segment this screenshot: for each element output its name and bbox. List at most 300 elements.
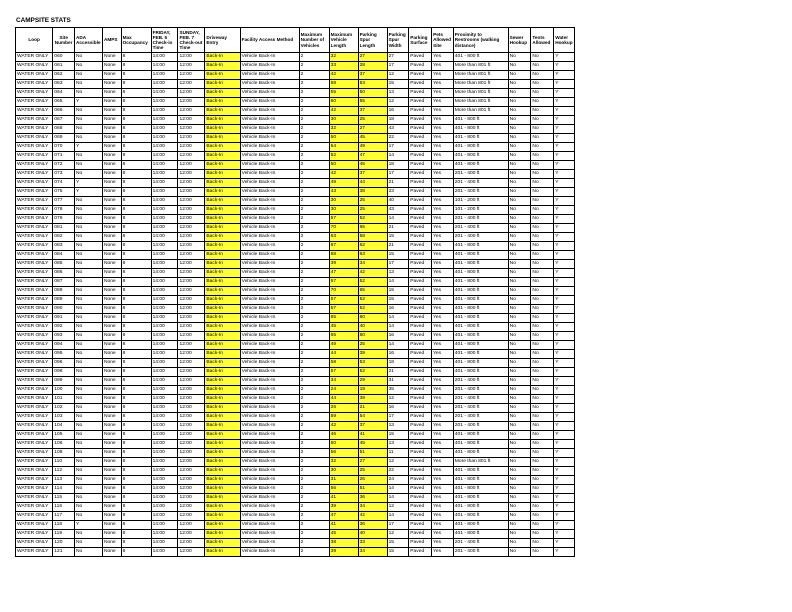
table-row: [16, 98, 575, 107]
column-header: Parking Surface: [409, 28, 432, 53]
table-cell: Paved: [409, 404, 432, 413]
table-cell: None: [102, 548, 121, 557]
table-cell: No: [531, 332, 554, 341]
table-cell: 13: [387, 89, 409, 98]
table-cell: No: [531, 323, 554, 332]
table-cell: 17: [387, 170, 409, 179]
table-cell: Back-In: [205, 377, 240, 386]
table-cell: 12:00: [178, 404, 205, 413]
table-cell: Paved: [409, 503, 432, 512]
table-cell: 8: [121, 269, 151, 278]
table-cell: No: [75, 242, 103, 251]
table-cell: Y: [554, 260, 575, 269]
table-cell: WATER ONLY: [16, 368, 53, 377]
table-cell: WATER ONLY: [16, 359, 53, 368]
table-cell: 075: [53, 188, 75, 197]
table-row: [16, 395, 575, 404]
table-row: [16, 125, 575, 134]
table-cell: 401 - 800 ft: [453, 143, 508, 152]
table-cell: 53: [358, 80, 387, 89]
table-cell: Vehicle Back-In: [240, 143, 299, 152]
table-cell: WATER ONLY: [16, 251, 53, 260]
table-row: [16, 161, 575, 170]
table-cell: No: [75, 152, 103, 161]
table-cell: Vehicle Back-In: [240, 134, 299, 143]
table-cell: No: [531, 161, 554, 170]
table-cell: 12:00: [178, 53, 205, 62]
table-cell: 2: [299, 440, 329, 449]
table-cell: None: [102, 314, 121, 323]
table-cell: None: [102, 53, 121, 62]
table-cell: WATER ONLY: [16, 89, 53, 98]
table-cell: Yes: [432, 287, 454, 296]
table-cell: Paved: [409, 539, 432, 548]
table-cell: 8: [121, 89, 151, 98]
table-cell: 8: [121, 80, 151, 89]
table-cell: No: [75, 314, 103, 323]
table-cell: 201 - 400 ft: [453, 215, 508, 224]
table-cell: 56: [329, 449, 358, 458]
table-cell: Y: [554, 107, 575, 116]
table-cell: 8: [121, 521, 151, 530]
table-cell: 14:00: [151, 332, 178, 341]
table-cell: 2: [299, 296, 329, 305]
table-cell: 12:00: [178, 134, 205, 143]
table-cell: 52: [358, 296, 387, 305]
table-cell: No: [508, 386, 531, 395]
table-cell: 12: [387, 71, 409, 80]
table-cell: 57: [329, 215, 358, 224]
table-cell: 14:00: [151, 170, 178, 179]
table-cell: No: [75, 197, 103, 206]
table-cell: 34: [358, 503, 387, 512]
table-row: [16, 287, 575, 296]
table-cell: 37: [358, 107, 387, 116]
table-cell: Y: [554, 332, 575, 341]
table-cell: Back-In: [205, 224, 240, 233]
table-cell: Vehicle Back-In: [240, 332, 299, 341]
table-cell: Paved: [409, 260, 432, 269]
table-row: [16, 188, 575, 197]
table-cell: Paved: [409, 53, 432, 62]
table-cell: Vehicle Back-In: [240, 350, 299, 359]
table-row: [16, 89, 575, 98]
table-row: [16, 170, 575, 179]
table-row: [16, 269, 575, 278]
table-cell: WATER ONLY: [16, 260, 53, 269]
table-cell: Yes: [432, 179, 454, 188]
table-cell: 45: [329, 323, 358, 332]
table-cell: 11: [387, 449, 409, 458]
table-cell: None: [102, 413, 121, 422]
table-cell: 8: [121, 251, 151, 260]
table-cell: 12:00: [178, 197, 205, 206]
table-cell: Y: [554, 143, 575, 152]
table-cell: 069: [53, 134, 75, 143]
table-cell: 14:00: [151, 305, 178, 314]
table-cell: Yes: [432, 233, 454, 242]
table-cell: 118: [53, 521, 75, 530]
table-cell: None: [102, 134, 121, 143]
table-cell: Y: [554, 80, 575, 89]
table-cell: 401 - 800 ft: [453, 476, 508, 485]
table-cell: 2: [299, 206, 329, 215]
table-cell: 35: [387, 386, 409, 395]
table-cell: 55: [358, 98, 387, 107]
table-cell: 401 - 800 ft: [453, 296, 508, 305]
table-cell: Vehicle Back-In: [240, 467, 299, 476]
table-cell: Yes: [432, 260, 454, 269]
table-cell: Yes: [432, 386, 454, 395]
table-cell: Back-In: [205, 422, 240, 431]
table-cell: 57: [329, 296, 358, 305]
table-cell: 12:00: [178, 179, 205, 188]
table-row: [16, 386, 575, 395]
table-cell: No: [508, 512, 531, 521]
table-cell: 14: [387, 512, 409, 521]
table-cell: 58: [329, 80, 358, 89]
table-row: [16, 521, 575, 530]
table-row: [16, 278, 575, 287]
table-cell: None: [102, 386, 121, 395]
table-cell: Y: [554, 53, 575, 62]
table-cell: No: [531, 494, 554, 503]
table-cell: Y: [554, 233, 575, 242]
table-cell: WATER ONLY: [16, 188, 53, 197]
table-cell: 14:00: [151, 287, 178, 296]
table-cell: 14:00: [151, 296, 178, 305]
table-cell: 090: [53, 305, 75, 314]
table-cell: No: [531, 422, 554, 431]
table-cell: Vehicle Back-In: [240, 314, 299, 323]
table-cell: 14:00: [151, 341, 178, 350]
table-cell: 401 - 800 ft: [453, 485, 508, 494]
table-cell: Paved: [409, 467, 432, 476]
table-cell: Back-In: [205, 530, 240, 539]
table-cell: Paved: [409, 242, 432, 251]
table-cell: 2: [299, 368, 329, 377]
table-cell: 201 - 400 ft: [453, 413, 508, 422]
table-cell: Paved: [409, 206, 432, 215]
table-cell: None: [102, 458, 121, 467]
table-cell: No: [531, 107, 554, 116]
table-cell: Paved: [409, 350, 432, 359]
table-cell: No: [508, 296, 531, 305]
table-cell: None: [102, 260, 121, 269]
table-cell: No: [508, 431, 531, 440]
table-cell: Paved: [409, 296, 432, 305]
table-cell: 401 - 800 ft: [453, 251, 508, 260]
table-cell: 108: [53, 449, 75, 458]
table-cell: 42: [329, 107, 358, 116]
table-cell: No: [531, 521, 554, 530]
table-cell: None: [102, 440, 121, 449]
table-cell: 401 - 800 ft: [453, 350, 508, 359]
table-cell: 2: [299, 548, 329, 557]
table-cell: Yes: [432, 116, 454, 125]
table-cell: None: [102, 89, 121, 98]
table-cell: None: [102, 323, 121, 332]
table-cell: 39: [329, 503, 358, 512]
table-cell: 21: [387, 224, 409, 233]
table-cell: 29: [358, 377, 387, 386]
table-cell: No: [508, 413, 531, 422]
table-cell: Back-In: [205, 440, 240, 449]
table-cell: 401 - 800 ft: [453, 467, 508, 476]
table-cell: 8: [121, 242, 151, 251]
table-cell: Vehicle Back-In: [240, 89, 299, 98]
table-cell: Vehicle Back-In: [240, 269, 299, 278]
table-cell: 12:00: [178, 332, 205, 341]
table-cell: None: [102, 269, 121, 278]
table-cell: 8: [121, 539, 151, 548]
table-cell: 2: [299, 161, 329, 170]
table-cell: No: [508, 179, 531, 188]
table-cell: WATER ONLY: [16, 98, 53, 107]
table-cell: No: [531, 359, 554, 368]
table-cell: Y: [554, 89, 575, 98]
table-cell: 52: [358, 215, 387, 224]
table-cell: None: [102, 539, 121, 548]
table-cell: 14:00: [151, 125, 178, 134]
table-cell: 32: [329, 53, 358, 62]
table-cell: WATER ONLY: [16, 53, 53, 62]
table-cell: 15: [387, 287, 409, 296]
table-cell: No: [508, 530, 531, 539]
table-cell: 8: [121, 179, 151, 188]
table-cell: 14:00: [151, 134, 178, 143]
table-cell: 2: [299, 215, 329, 224]
table-cell: 2: [299, 98, 329, 107]
table-cell: 39: [329, 548, 358, 557]
table-cell: Yes: [432, 71, 454, 80]
table-cell: WATER ONLY: [16, 395, 53, 404]
table-cell: 12:00: [178, 548, 205, 557]
table-cell: 60: [358, 314, 387, 323]
table-cell: None: [102, 350, 121, 359]
table-cell: 2: [299, 116, 329, 125]
table-cell: 21: [358, 404, 387, 413]
table-cell: Yes: [432, 314, 454, 323]
table-cell: WATER ONLY: [16, 512, 53, 521]
table-cell: 079: [53, 215, 75, 224]
column-header: Site Number: [53, 28, 75, 53]
table-cell: Paved: [409, 521, 432, 530]
table-cell: 24: [387, 476, 409, 485]
table-cell: No: [508, 206, 531, 215]
table-cell: 40: [358, 323, 387, 332]
table-cell: 8: [121, 305, 151, 314]
page-title: CAMPSITE STATS: [16, 17, 71, 24]
table-cell: Yes: [432, 539, 454, 548]
table-cell: 14:00: [151, 539, 178, 548]
table-cell: 14:00: [151, 476, 178, 485]
table-cell: 114: [53, 485, 75, 494]
table-cell: No: [508, 224, 531, 233]
table-row: [16, 260, 575, 269]
table-cell: Paved: [409, 107, 432, 116]
table-cell: WATER ONLY: [16, 314, 53, 323]
table-cell: 50: [358, 89, 387, 98]
table-cell: 12:00: [178, 71, 205, 80]
table-cell: None: [102, 449, 121, 458]
table-cell: 57: [329, 278, 358, 287]
table-cell: Paved: [409, 314, 432, 323]
column-header: Loop: [16, 28, 53, 53]
table-cell: No: [508, 440, 531, 449]
table-cell: WATER ONLY: [16, 161, 53, 170]
table-cell: 15: [387, 251, 409, 260]
table-cell: Y: [554, 170, 575, 179]
table-cell: 2: [299, 242, 329, 251]
table-cell: 201 - 400 ft: [453, 377, 508, 386]
table-cell: 401 - 800 ft: [453, 494, 508, 503]
table-cell: 52: [358, 278, 387, 287]
table-cell: 8: [121, 332, 151, 341]
table-cell: Y: [554, 215, 575, 224]
table-cell: 14:00: [151, 323, 178, 332]
table-cell: No: [508, 134, 531, 143]
table-cell: Back-In: [205, 179, 240, 188]
table-cell: Yes: [432, 251, 454, 260]
table-cell: Y: [554, 386, 575, 395]
table-cell: 23: [387, 188, 409, 197]
table-cell: 12:00: [178, 125, 205, 134]
table-cell: 14:00: [151, 98, 178, 107]
column-header: FRIDAY, FEB. 5 Check-in Time: [151, 28, 178, 53]
table-cell: WATER ONLY: [16, 287, 53, 296]
table-cell: 15: [387, 539, 409, 548]
table-cell: No: [75, 251, 103, 260]
table-cell: 201 - 400 ft: [453, 539, 508, 548]
table-cell: 14:00: [151, 80, 178, 89]
table-row: [16, 332, 575, 341]
table-cell: None: [102, 206, 121, 215]
table-cell: 21: [387, 242, 409, 251]
table-cell: No: [75, 323, 103, 332]
table-cell: 51: [358, 485, 387, 494]
table-cell: Yes: [432, 476, 454, 485]
table-cell: No: [75, 305, 103, 314]
table-cell: 201 - 400 ft: [453, 395, 508, 404]
table-cell: None: [102, 530, 121, 539]
table-cell: 14:00: [151, 188, 178, 197]
table-cell: Back-In: [205, 485, 240, 494]
table-cell: Y: [554, 161, 575, 170]
table-cell: 18: [387, 359, 409, 368]
table-cell: 63: [358, 251, 387, 260]
table-cell: 201 - 400 ft: [453, 422, 508, 431]
table-cell: 12:00: [178, 170, 205, 179]
table-cell: Back-In: [205, 368, 240, 377]
table-cell: 18: [387, 116, 409, 125]
table-cell: 12:00: [178, 188, 205, 197]
table-cell: 401 - 800 ft: [453, 161, 508, 170]
table-cell: WATER ONLY: [16, 503, 53, 512]
table-cell: 401 - 800 ft: [453, 440, 508, 449]
table-cell: No: [508, 395, 531, 404]
table-cell: 37: [358, 71, 387, 80]
table-cell: 8: [121, 530, 151, 539]
table-cell: No: [75, 278, 103, 287]
table-cell: 2: [299, 53, 329, 62]
table-cell: 14:00: [151, 422, 178, 431]
table-cell: WATER ONLY: [16, 341, 53, 350]
table-cell: WATER ONLY: [16, 521, 53, 530]
table-cell: Y: [554, 539, 575, 548]
table-cell: Back-In: [205, 404, 240, 413]
table-cell: No: [531, 206, 554, 215]
table-cell: No: [508, 458, 531, 467]
table-cell: No: [75, 332, 103, 341]
table-cell: 2: [299, 332, 329, 341]
table-cell: No: [75, 467, 103, 476]
table-cell: 2: [299, 503, 329, 512]
table-cell: Back-In: [205, 233, 240, 242]
table-cell: 59: [329, 413, 358, 422]
table-cell: 30: [329, 116, 358, 125]
table-cell: Y: [75, 521, 103, 530]
table-cell: 401 - 800 ft: [453, 449, 508, 458]
table-cell: 401 - 800 ft: [453, 521, 508, 530]
table-cell: No: [508, 422, 531, 431]
table-cell: Paved: [409, 170, 432, 179]
table-cell: 14:00: [151, 530, 178, 539]
table-cell: WATER ONLY: [16, 152, 53, 161]
table-cell: 2: [299, 377, 329, 386]
table-cell: No: [508, 197, 531, 206]
table-cell: Yes: [432, 278, 454, 287]
table-cell: 8: [121, 170, 151, 179]
table-cell: Yes: [432, 485, 454, 494]
table-cell: No: [75, 215, 103, 224]
table-cell: 112: [53, 467, 75, 476]
table-cell: Y: [554, 440, 575, 449]
table-row: [16, 341, 575, 350]
table-cell: Y: [554, 377, 575, 386]
table-cell: No: [508, 314, 531, 323]
table-cell: Paved: [409, 197, 432, 206]
table-cell: 16: [387, 332, 409, 341]
table-cell: Y: [554, 422, 575, 431]
table-cell: 2: [299, 512, 329, 521]
table-cell: 2: [299, 143, 329, 152]
table-cell: Y: [554, 287, 575, 296]
table-cell: 12:00: [178, 98, 205, 107]
table-cell: None: [102, 278, 121, 287]
table-cell: Paved: [409, 152, 432, 161]
table-cell: 12: [387, 503, 409, 512]
table-cell: No: [531, 179, 554, 188]
table-cell: Y: [75, 188, 103, 197]
table-cell: 2: [299, 341, 329, 350]
table-cell: 2: [299, 476, 329, 485]
table-cell: 22: [387, 467, 409, 476]
table-cell: Yes: [432, 494, 454, 503]
table-cell: 2: [299, 386, 329, 395]
table-cell: 401 - 800 ft: [453, 287, 508, 296]
table-cell: 067: [53, 116, 75, 125]
table-cell: 14:00: [151, 107, 178, 116]
table-cell: No: [508, 242, 531, 251]
table-cell: None: [102, 287, 121, 296]
table-cell: No: [75, 440, 103, 449]
table-cell: Y: [554, 323, 575, 332]
table-cell: No: [531, 350, 554, 359]
table-cell: 2: [299, 80, 329, 89]
table-cell: 14:00: [151, 359, 178, 368]
table-cell: Back-In: [205, 134, 240, 143]
